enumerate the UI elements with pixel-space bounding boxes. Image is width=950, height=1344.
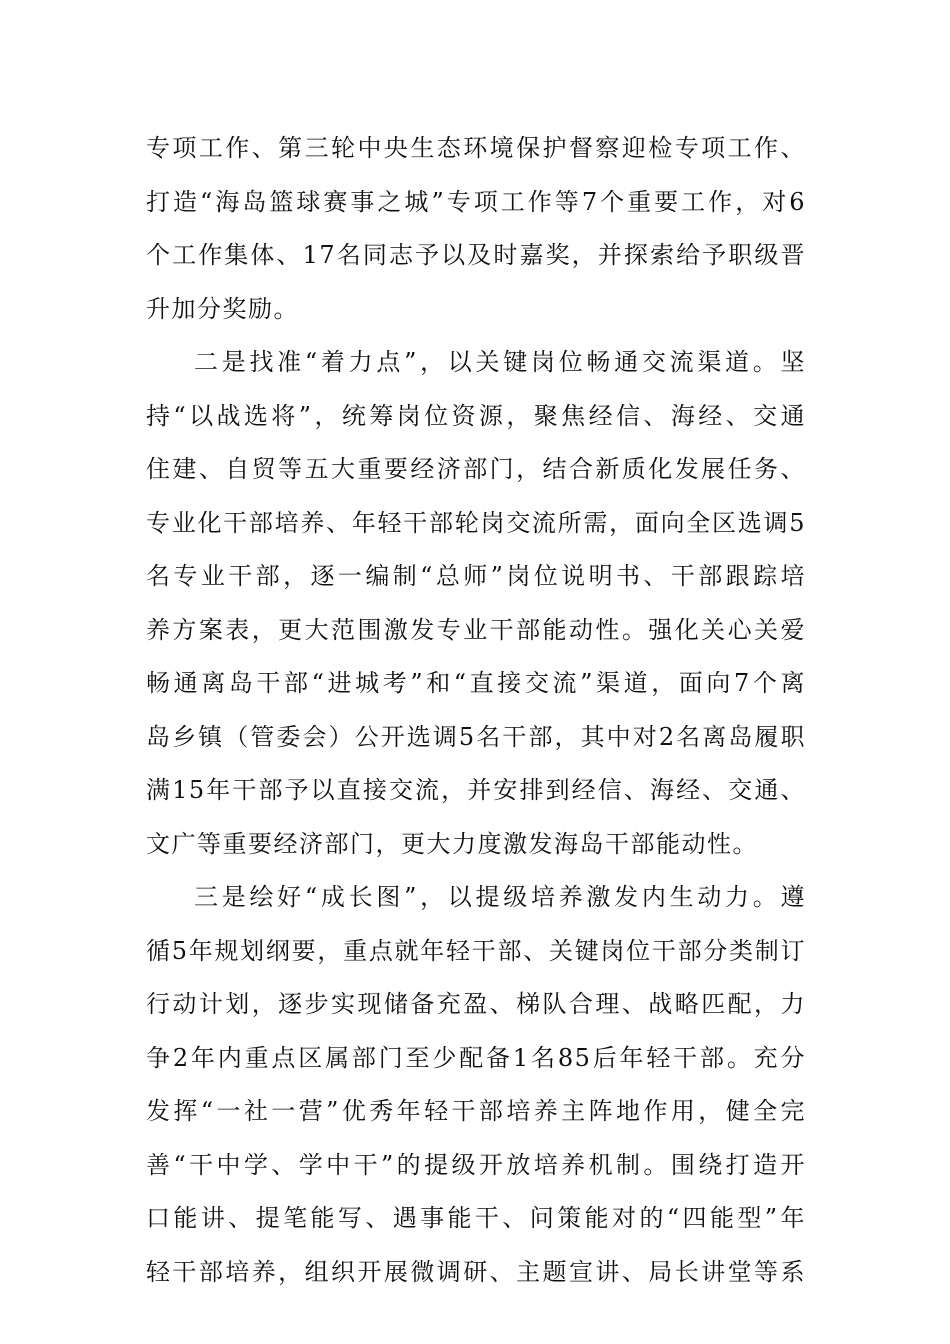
text-line: 善“干中学、学中干”的提级开放培养机制。围绕打造开 bbox=[146, 1150, 806, 1179]
text-line: 岛乡镇（管委会）公开选调5名干部，其中对2名离岛履职 bbox=[146, 722, 806, 751]
text-line: 口能讲、提笔能写、遇事能干、问策能对的“四能型”年 bbox=[146, 1204, 806, 1232]
text-line: 发挥“一社一营”优秀年轻干部培养主阵地作用，健全完 bbox=[146, 1097, 806, 1125]
text-line: 争2年内重点区属部门至少配备1名85后年轻干部。充分 bbox=[146, 1043, 806, 1072]
text-line: 养方案表，更大范围激发专业干部能动性。强化关心关爱 bbox=[146, 615, 806, 644]
body-text bbox=[146, 128, 806, 1305]
text-line: 满15年干部予以直接交流，并安排到经信、海经、交通、 bbox=[146, 776, 806, 804]
text-line: 住建、自贸等五大重要经济部门，结合新质化发展任务、 bbox=[146, 455, 806, 483]
text-line: 畅通离岛干部“进城考”和“直接交流”渠道，面向7个离 bbox=[146, 669, 806, 697]
text-line: 打造“海岛篮球赛事之城”专项工作等7个重要工作，对6 bbox=[146, 187, 806, 216]
text-line: 文广等重要经济部门，更大力度激发海岛干部能动性。 bbox=[146, 829, 758, 858]
text-line: 专业化干部培养、年轻干部轮岗交流所需，面向全区选调5 bbox=[146, 508, 806, 537]
text-line: 专项工作、第三轮中央生态环境保护督察迎检专项工作、 bbox=[146, 134, 806, 162]
text-line: 名专业干部，逐一编制“总师”岗位说明书、干部跟踪培 bbox=[146, 562, 806, 590]
text-line: 升加分奖励。 bbox=[146, 294, 299, 323]
text-line: 行动计划，逐步实现储备充盈、梯队合理、战略匹配，力 bbox=[146, 990, 806, 1018]
text-line: 循5年规划纲要，重点就年轻干部、关键岗位干部分类制订 bbox=[146, 936, 806, 965]
text-line: 轻干部培养，组织开展微调研、主题宣讲、局长讲堂等系 bbox=[146, 1257, 806, 1286]
paragraph-start-line: 二是找准“着力点”，以关键岗位畅通交流渠道。坚 bbox=[194, 348, 806, 376]
text-line: 持“以战选将”，统筹岗位资源，聚焦经信、海经、交通 bbox=[146, 401, 806, 430]
paragraph-start-line: 三是绘好“成长图”，以提级培养激发内生动力。遵 bbox=[194, 883, 806, 911]
text-line: 个工作集体、17名同志予以及时嘉奖，并探索给予职级晋 bbox=[146, 241, 806, 269]
